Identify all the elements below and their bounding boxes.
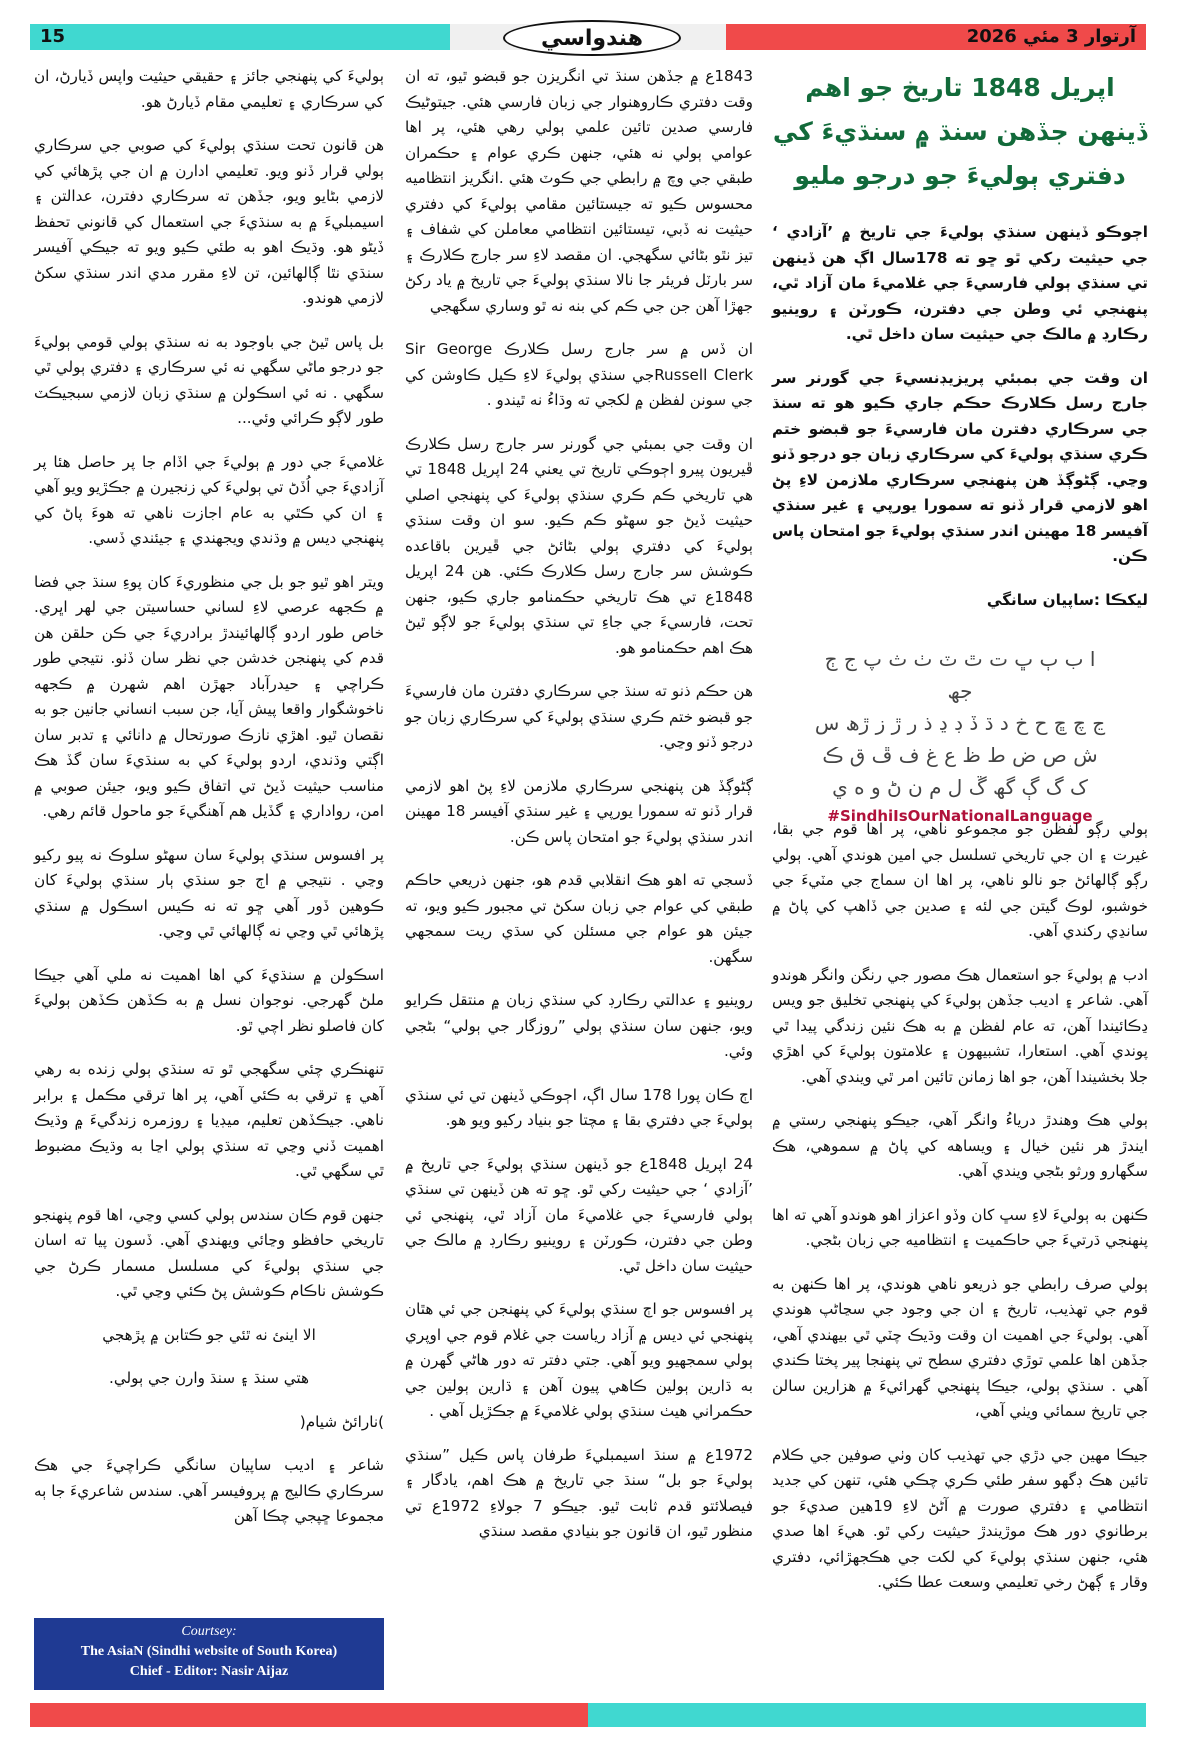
courtesy-title: Courtsey:: [181, 1624, 237, 1639]
footer-bar-red: [30, 1703, 588, 1727]
alphabet-row: ا ب ٻ ڀ ت ٿ ٽ ٺ ث پ ج ڄ جھ: [824, 647, 1096, 703]
body-paragraph: هن حڪم ذنو ته سنڌ جي سرڪاري دفترن مان فارسيءَ جو قبضو ختم ڪري سنڌي ٻوليءَ کي سرڪاري زبان جو درجو ڏنو وڃي.: [405, 682, 753, 751]
article-headline: اپريل 1848 تاريخ جو اهم ڏينهن جڏهن سنڌ ۾ سنڌيءَ کي دفتري ٻوليءَ جو درجو مليو: [772, 73, 1148, 190]
body-paragraph: ويتر اهو ٿيو جو بل جي منظوريءَ کان پوءِ سنڌ جي فضا ۾ ڪجهه عرصي لاءِ لساني حساسيتن جي لهر اڀري. خاص طور اردو ڳالهائيندڙ برادريءَ جي ڪن حلقن هن قدم کي پنهنجن خدشن جي نظر سان ڏٺو. نتيجي طور ڪراچي ۽ حيدرآباد جهڙن اهم شهرن ۾ ڪجهه ناخوشگوار واقعا پيش آيا، جن سبب انساني جانين جو به نقصان ٿيو. اهڙي نازڪ صورتحال ۾ دانائي ۽ تدبر سان اڳتي وڌندي، اردو ٻوليءَ کي به سنڌيءَ سان گڏ هڪ مناسب حيثيت ڏيڻ تي اتفاق ڪيو ويو، جيئن صوبي ۾ امن، رواداري ۽ گڏيل هم آهنگيءَ جو ماحول قائم رهي.: [34, 572, 384, 820]
column-middle: [405, 64, 753, 1563]
body-paragraph: ٻوليءَ کي پنهنجي جائز ۽ حقيقي حيثيت واپس ڏيارڻ، ان کي سرڪاري ۽ تعليمي مقام ڏيارڻ هو.: [34, 67, 384, 111]
hashtag: #SindhiIsOurNationalLanguage: [827, 807, 1093, 825]
body-paragraph: ادب ۾ ٻوليءَ جو استعمال هڪ مصور جي رنگن وانگر هوندو آهي. شاعر ۽ اديب جڏهن ٻوليءَ کي پنهنجي تخليق جو ويس ڍڪائيندا آهن، ته عام لفظن ۾ به هڪ نئين زندگي پيدا ٿي پوندي آهي. استعارا، تشبيهون ۽ علامتون ٻوليءَ کي اهڙي جلا بخشيندا آهن، جو اها زمانن تائين امر ٿي ويندي آهي.: [772, 965, 1148, 1086]
body-paragraph: هن قانون تحت سنڌي ٻوليءَ کي صوبي جي سرڪاري ٻولي قرار ڏنو ويو. تعليمي ادارن ۾ ان جي پڙهائي کي لازمي بڻايو ويو، جڏهن ته سرڪاري دفترن، عدالتن ۽ اسيمبليءَ ۾ به سنڌيءَ جي استعمال کي قانوني تحفظ ڏيڻو هو. وڌيڪ اهو به طئي ڪيو ويو ته جيڪي آفيسر سنڌي نٿا ڳالهائين، تن لاءِ مقرر مدي اندر سنڌي سکڻ لازمي هوندو.: [34, 136, 384, 307]
body-paragraph: جنهن قوم ڪان سندس ٻولي کسي وڃي، اها قوم پنهنجو تاريخي حافظو وڃائي ويهندي آهي. ڏسون پيا ته اسان جي سنڌي ٻوليءَ کي مسلسل مسمار ڪرڻ جي ڪوشش ناڪام ڪوشش پڻ ڪئي وڃي ٿي.: [34, 1205, 384, 1300]
body-paragraph: ٻولي هڪ وهندڙ درياءُ وانگر آهي، جيڪو پنهنجي رستي ۾ ايندڙ هر نئين خيال ۽ ويساهه کي پاڻ ۾ سموهي، هڪ سگهارو ورثو بڻجي ويندي آهي.: [772, 1111, 1148, 1180]
courtesy-box: [34, 1618, 384, 1690]
body-paragraph: ٻولي رڳو لفظن جو مجموعو ناهي، پر اها قوم جي بقا، غيرت ۽ ان جي تاريخي تسلسل جي امين هوندي آهي. ٻولي رڳو ڳالهائڻ جو نالو ناهي، پر اها ان سماج جي مٽيءَ جي خوشبو، لوڪ گيتن جي لئه ۽ صدين جي ڏاهپ کي پاڻ ۾ سانڍي رکندي آهي.: [772, 820, 1148, 940]
body-paragraph: غلاميءَ جي دور ۾ ٻوليءَ جي اڏام جا پر حاصل هئا پر آزاديءَ جي اُڏڻ تي ٻوليءَ کي زنجيرن ۾ جڪڙيو ويو آهي ۽ ان کي ڪٿي به عام اجازت ناهي ته هوءَ پاڻ کي پنهنجي ديس ۾ وڌندي ويجهندي ۽ جيئندي ڏسي.: [34, 452, 384, 547]
footer-bar-cyan: [588, 1703, 1146, 1727]
courtesy-line: The AsiaN (Sindhi website of South Korea): [80, 1644, 338, 1659]
header-bar-cyan: [30, 24, 450, 50]
body-paragraph: اسڪولن ۾ سنڌيءَ کي اها اهميت نه ملي آهي جيڪا ملڻ گهرجي. نوجوان نسل ۾ به ڪڏهن ڪڏهن ٻوليءَ کان فاصلو نظر اچي ٿو.: [34, 965, 384, 1035]
footer-bar: [30, 1703, 1146, 1727]
masthead-logo: هندواسي: [503, 20, 681, 56]
body-paragraph: پر افسوس جو اڄ سنڌي ٻوليءَ کي پنهنجن جي ئي هٿان پنهنجي ئي ديس ۾ آزاد رياست جي غلام قوم جي اوپري ٻولي سمجهيو ويو آهي. جتي دفتر ته دور هاڻي گهرن ۾ به ڌارين ٻولين ڪاهي پيون آهن ۽ ڌارين ٻولين جي حڪمراني هيٺ سنڌي ٻولي غلاميءَ ۾ جڪڙيل آهي .: [405, 1300, 753, 1420]
body-paragraph: ڳڻوڳڏ هن پنهنجي سرڪاري ملازمن لاءِ پڻ اهو لازمي قرار ڏنو ته سمورا يورپي ۽ غير سنڌي آفيسر 18 مهينن اندر سنڌي ٻوليءَ جو امتحان پاس ڪن.: [405, 776, 753, 846]
alphabet-row: ڃ چ ڇ ح خ د ڌ ڏ ڊ ڍ ذ ر ڙ ز ڙھ س: [814, 711, 1106, 735]
body-paragraph: ان ڏس ۾ سر جارج رسل ڪلارڪ Sir George Russell Clerkجي سنڌي ٻوليءَ لاءِ ڪيل ڪاوشن کي جي سونن لفظن ۾ لکجي ته وڌاءُ نه ٿيندو .: [405, 340, 754, 409]
courtesy-line: Chief - Editor: Nasir Aijaz: [129, 1664, 289, 1679]
poet-name: )نارائڻ شيام(: [299, 1412, 384, 1431]
author-note: شاعر ۽ اديب ساپيان سانگي ڪراچيءَ جي هڪ سرڪاري ڪاليج ۾ پروفيسر آهي. سندس شاعريءَ جا ٻه مجموعا ڇپجي چڪا آهن: [34, 1456, 384, 1525]
body-paragraph: اڄ ڪان پورا 178 سال اڳ، اڄوڪي ڏينهن تي ئي سنڌي ٻوليءَ جي دفتري بقا ۽ مچتا جو بنياد رکيو ويو هو.: [405, 1085, 753, 1129]
body-paragraph: ڪنهن به ٻوليءَ لاءِ سڀ کان وڏو اعزاز اهو هوندو آهي ته اها پنهنجي ڌرتيءَ جي حاڪميت ۽ انتظاميه جي زبان بڻجي.: [772, 1205, 1148, 1249]
intro-paragraph: ان وقت جي بمبئي پريزيڊنسيءَ جي گورنر سر جارج رسل ڪلارڪ حڪم جاري ڪيو هو ته سنڌ جي سرڪاري دفترن مان فارسيءَ جو قبضو ختم ڪري سنڌي ٻوليءَ کي سرڪاري زبان جو درجو ڏنو وڃي. ڳڻوڳڏ هن پنهنجي سرڪاري ملازمن لاءِ پڻ اهو لازمي قرار ڏنو ته سمورا يورپي ۽ غير سنڌي آفيسر 18 مهينن اندر سنڌي ٻوليءَ جو امتحان پاس ڪن.: [772, 368, 1148, 565]
alphabet-row: ش ص ض ط ظ ع غ ف ڦ ق ڪ: [822, 743, 1098, 767]
body-paragraph: پر افسوس سنڌي ٻوليءَ سان سهڻو سلوڪ نه پيو رکيو وڃي . نتيجي ۾ اڄ جو سنڌي ٻار سنڌي ٻوليءَ کان ڪوهين ڏور آهي ڇو ته نه ڪيس اسڪول ۾ سنڌي پڙهائي ٿي وڃي نه ڳالهائي ٿي وڃي.: [34, 845, 384, 940]
body-paragraph: ٻولي صرف رابطي جو ذريعو ناهي هوندي، پر اها ڪنهن به قوم جي تهذيب، تاريخ ۽ ان جي وجود جي سڃاڻپ هوندي آهي. ٻوليءَ جي اهميت ان وقت وڌيڪ چٽي ٿي بيهندي آهي، جڏهن اها علمي توڙي دفتري سطح تي پنهنجا پير پختا ڪندي آهي . سنڌي ٻولي، جيڪا پنهنجي گهرائيءَ ۾ هزارين سالن جي تاريخ سمائي ويٺي آهي،: [772, 1274, 1148, 1420]
body-paragraph: ان وقت جي بمبئي جي گورنر سر جارج رسل ڪلارڪ ڦيريون پيرو اڄوڪي تاريخ تي يعني 24 اپريل 1848 تي هي تاريخي ڪم ڪري سنڌي ٻوليءَ کي پنهنجي اصلي حيثيت ڏيڻ جو سهڻو ڪم ڪيو. سو ان وقت سنڌي ٻوليءَ کي دفتري ٻولي بڻائڻ جي ڦيرين باقاعده ڪوشش سر جارج رسل ڪلارڪ ڪئي. هن 24 اپريل 1848ع تي هڪ تاريخي حڪمنامو جاري ڪيو، جنهن تحت، فارسيءَ جي جاءِ تي سنڌي ٻوليءَ جو لاڳو ٿيڻ هڪ اهم حڪمنامو هو.: [405, 434, 753, 657]
body-paragraph: تنهنڪري چئي سگهجي ٿو ته سنڌي ٻولي زنده به رهي آهي ۽ ترقي به ڪئي آهي، پر اها ترقي مڪمل ۽ برابر ناهي. جيڪڏهن تعليم، ميڊيا ۽ روزمره زندگيءَ ۾ وڌيڪ اهميت ڏني وڃي ته سنڌي ٻولي اڃا به وڌيڪ مضبوط ٿي سگهي ٿي.: [34, 1060, 384, 1180]
body-paragraph: 1843ع ۾ جڏهن سنڌ تي انگريزن جو قبضو ٿيو، ته ان وقت دفتري ڪاروهنوار جي زبان فارسي هئي. جيتوڻيڪ فارسي صدين تائين علمي ٻولي رهي هئي، پر اها عوامي ٻولي نه هئي، جنهن ڪري عوام ۽ حڪمران طبقي جي وچ ۾ رابطي جي ڪوٽ هئي .انگريز انتظاميه محسوس ڪيو ته جيستائين مقامي ٻوليءَ کي دفتري حيثيت نه ڏبي، تيستائين انتظامي معاملن کي شفاف ۽ تيز نٿو بڻائي سگهجي. ان مقصد لاءِ سر جارج ڪلارڪ ۽ سر بارٽل فريئر جا نالا سنڌي ٻوليءَ جي تاريخ ۾ ياد رکڻ جهڙا آهن جن جي ڪم کي بنه نه ٿو وساري سگهجي: [405, 67, 753, 315]
alphabet-row: ک گ ڳ گھ ڱ ل م ن ڻ و ه ي: [832, 775, 1088, 799]
page-number: 15: [40, 26, 66, 47]
date-line: آرتوار 3 مئي 2026: [966, 26, 1136, 47]
sindhi-alphabet-graphic: [810, 643, 1110, 825]
body-paragraph: روينيو ۽ عدالتي رڪارڊ کي سنڌي زبان ۾ منتقل ڪرايو ويو، جنهن سان سنڌي ٻولي ”روزگار جي ٻولي“ بڻجي وئي.: [405, 991, 753, 1060]
column-right: [772, 64, 1148, 1614]
body-paragraph: جيڪا مهين جي دڙي جي تهذيب کان وٺي صوفين جي ڪلام تائين هڪ ڊگهو سفر طئي ڪري چڪي هئي، تنهن کي جديد انتظامي ۽ دفتري صورت ۾ آڻڻ لاءِ 19هين صديءَ جو برطانوي دور هڪ موڙيندڙ حيثيت رکي ٿو. هيءَ اها صدي هئي، جنهن سنڌي ٻوليءَ کي لکت جي هڪجهڙائي، دفتري وقار ۽ ڳهڻ رخي تعليمي وسعت عطا ڪئي.: [772, 1445, 1148, 1591]
intro-paragraph: اڄوڪو ڏينهن سنڌي ٻوليءَ جي تاريخ ۾ ’آزادي ‘ جي حيثيت رکي ٿو ڇو ته 178سال اڳ هن ڏينهن تي سنڌي ٻولي فارسيءَ جي غلاميءَ مان آزاد ٿي، پنهنجي ئي وطن جي دفترن، ڪورٽن ۽ روينيو رڪارڊ ۾ مالڪ جي حيثيت سان داخل ٿي.: [772, 223, 1148, 343]
body-paragraph: 1972ع ۾ سنڌ اسيمبليءَ طرفان پاس ڪيل ”سنڌي ٻوليءَ جو بل“ سنڌ جي تاريخ ۾ هڪ اهم، يادگار ۽ فيصلائتو قدم ثابت ٿيو. جيڪو 7 جولاءِ 1972ع تي منظور ٿيو، ان قانون جو بنيادي مقصد سنڌي: [405, 1445, 753, 1540]
body-paragraph: ڏسجي ته اهو هڪ انقلابي قدم هو، جنهن ذريعي حاڪم طبقي کي عوام جي زبان سکڻ تي مجبور ڪيو ويو، ته جيئن هو عوام جي مسئلن کي سڌي ريت سمجهي سگهن.: [405, 871, 753, 966]
body-paragraph: بل پاس ٿيڻ جي باوجود به نه سنڌي ٻولي قومي ٻوليءَ جو درجو ماڻي سگهي نه ئي سرڪاري ۽ دفتري ٻولي ٿي سگهي . نه ئي اسڪولن ۾ سنڌي زبان لازمي سبجيڪٽ طور لاڳو ڪرائي وئي...: [34, 332, 384, 427]
poem-line: هتي سنڌ ۽ سنڌ وارن جي ٻولي.: [109, 1369, 309, 1387]
byline: ليکڪا :ساپيان سانگي: [986, 590, 1148, 609]
body-paragraph: 24 اپريل 1848ع جو ڏينهن سنڌي ٻوليءَ جي تاريخ ۾ ’آزادي ‘ جي حيثيت رکي ٿو. ڇو ته هن ڏينهن تي سنڌي ٻولي فارسيءَ جي غلاميءَ مان آزاد ٿي، پنهنجي ئي وطن جي دفترن، ڪورٽن ۽ روينيو رڪارڊ ۾ مالڪ جي حيثيت سان داخل ٿي.: [405, 1154, 753, 1275]
column-left: [34, 64, 384, 1548]
poem-line: الا اينئ نه ٿئي جو ڪتابن ۾ پڙهجي: [102, 1325, 316, 1344]
